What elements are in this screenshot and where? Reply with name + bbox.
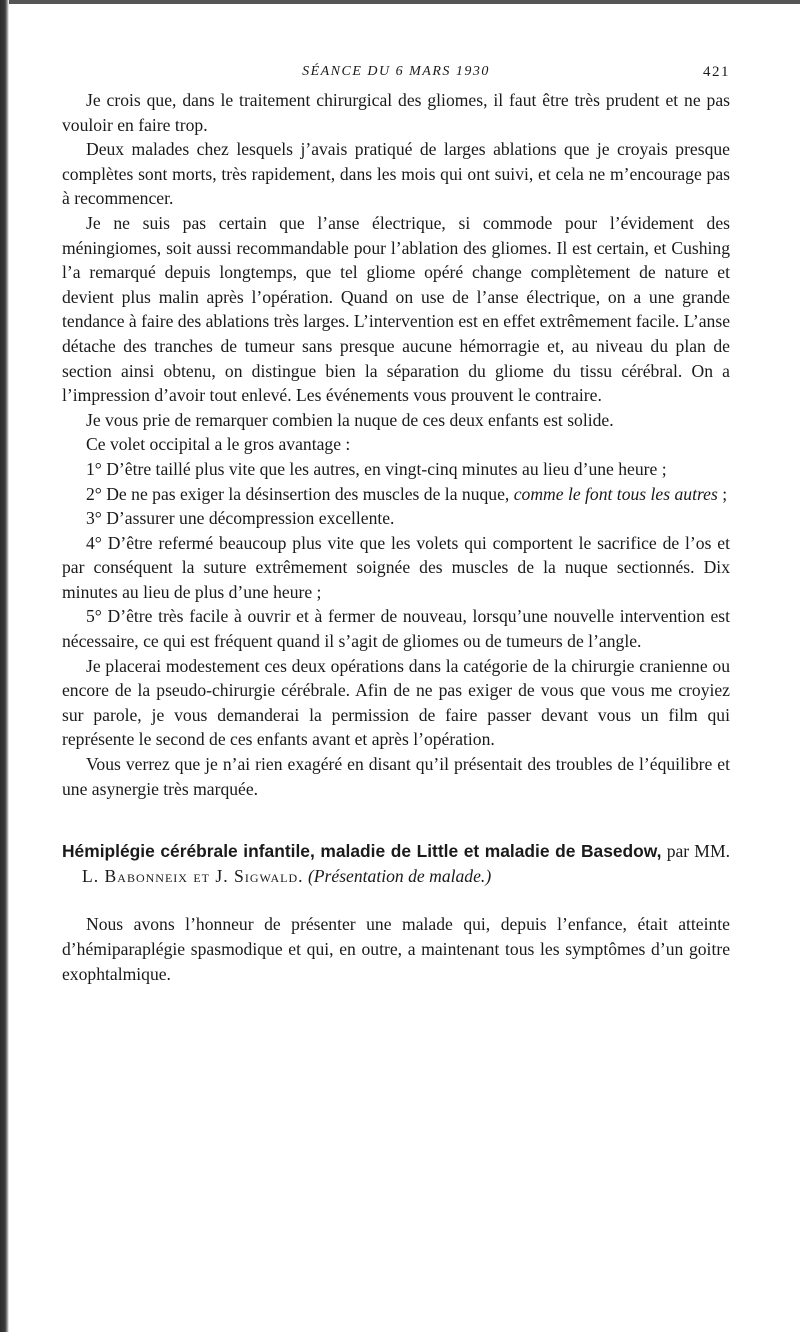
paragraph: Ce volet occipital a le gros avantage : <box>86 434 351 455</box>
list-item-text: 2° De ne pas exiger la désinsertion des muscles de la nuque, <box>86 483 510 504</box>
scan-left-edge <box>0 0 9 1332</box>
scan-top-edge <box>0 0 800 4</box>
paragraph: Vous verrez que je n’ai rien exagéré en disant qu’il présentait des troubles de l’équilibre et une asynergie très marquée. <box>62 754 730 799</box>
paragraph: Deux malades chez lesquels j’avais pratiqué de larges ablations que je croyais presque complètes sont morts, très rapidement, dans les mois qui ont suivi, et cela ne m’encourage pas à recommencer. <box>62 139 730 209</box>
page-number: 421 <box>703 64 730 80</box>
paragraph: Nous avons l’honneur de présenter une malade qui, depuis l’enfance, était atteinte d’hémiparaplégie spasmodique et qui, en outre, a maintenant tous les symptômes d’un goitre exophtalmique. <box>62 914 730 984</box>
section-par: par MM. <box>666 841 730 862</box>
paragraph: Je crois que, dans le traitement chirurgical des gliomes, il faut être très prudent et ne pas vouloir en faire trop. <box>62 90 730 135</box>
page <box>62 60 730 986</box>
section-heading <box>62 839 730 888</box>
list-item: 4° D’être refermé beaucoup plus vite que les volets qui comportent le sacrifice de l’os et par conséquent la suture extrêmement soignée des muscles de la nuque sectionnés. Dix minutes au lieu de plus d’une heure ; <box>62 532 730 602</box>
paragraph: Je ne suis pas certain que l’anse électrique, si commode pour l’évidement des méningiomes, soit aussi recommandable pour l’ablation des gliomes. Il est certain, et Cushing l’a remarqué depuis longtemps, que tel gliome opéré change complètement de nature et devient plus malin après l’opération. Quand on use de l’anse électrique, on a une grande tendance à faire des ablations très larges. L’intervention est en effet extrêmement facile. L’anse détache des tranches de tumeur sans presque aucune hémorragie et, au niveau du plan de section ainsi obtenu, on distingue bien la séparation du gliome du tissu cérébral. On a l’impression d’avoir tout enlevé. Les événements vous prouvent le contraire. <box>62 212 730 406</box>
list-item <box>62 482 730 507</box>
section-authors: L. Babonneix et J. Sigwald. <box>82 865 304 886</box>
paragraph: Je placerai modestement ces deux opérations dans la catégorie de la chirurgie cranienne ou encore de la pseudo-chirurgie cérébrale. Afin de ne pas exiger de vous que vous me croyiez sur parole, je vous demanderai la permission de faire passer devant vous un film qui représente le second de ces enfants avant et après l’opération. <box>62 655 730 750</box>
section <box>62 839 730 986</box>
section-note: (Présentation de malade.) <box>307 865 492 886</box>
list-item: 5° D’être très facile à ouvrir et à fermer de nouveau, lorsqu’une nouvelle intervention est nécessaire, ce qui est fréquent quand il s’agit de gliomes ou de tumeurs de l’angle. <box>62 606 730 652</box>
list-item: 1° D’être taillé plus vite que les autres, en vingt-cinq minutes au lieu d’une heure ; <box>86 458 667 479</box>
list-item-italic: comme le font tous les autres <box>513 483 718 504</box>
list-item: 3° D’assurer une décompression excellente. <box>86 508 395 529</box>
body-text <box>62 88 730 801</box>
list-item-end: ; <box>717 483 728 504</box>
section-title: Hémiplégie cérébrale infantile, maladie de Little et maladie de Basedow, <box>62 841 662 862</box>
paragraph: Je vous prie de remarquer combien la nuque de ces deux enfants est solide. <box>86 409 614 430</box>
running-head-title: SÉANCE DU 6 MARS 1930 <box>302 64 490 79</box>
running-head <box>62 60 730 86</box>
